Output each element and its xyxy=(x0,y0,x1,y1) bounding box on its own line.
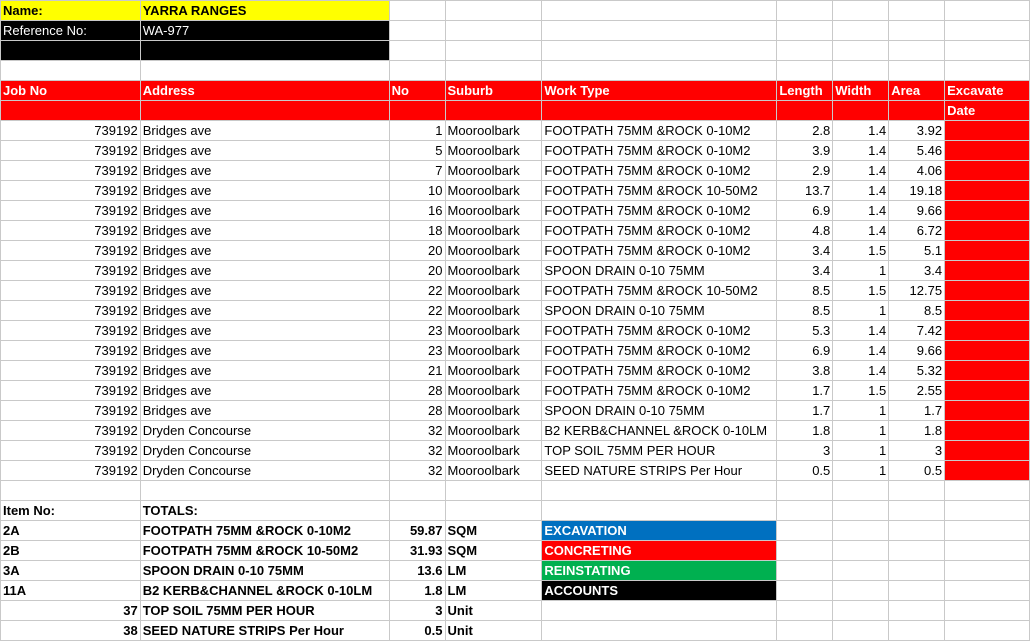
total-unit-cell[interactable]: Unit xyxy=(445,621,542,641)
area-cell[interactable]: 5.46 xyxy=(889,141,945,161)
suburb-cell[interactable]: Mooroolbark xyxy=(445,201,542,221)
col-date[interactable]: Date xyxy=(945,101,1030,121)
suburb-cell[interactable]: Mooroolbark xyxy=(445,421,542,441)
job-no-cell[interactable]: 739192 xyxy=(1,301,141,321)
empty-cell[interactable] xyxy=(777,621,833,641)
work-type-cell[interactable]: FOOTPATH 75MM &ROCK 10-50M2 xyxy=(542,181,777,201)
address-cell[interactable]: Bridges ave xyxy=(140,321,389,341)
job-no-cell[interactable]: 739192 xyxy=(1,381,141,401)
street-no-cell[interactable]: 7 xyxy=(389,161,445,181)
col-suburb[interactable]: Suburb xyxy=(445,81,542,101)
street-no-cell[interactable]: 18 xyxy=(389,221,445,241)
job-no-cell[interactable]: 739192 xyxy=(1,361,141,381)
item-no-label[interactable]: Item No: xyxy=(1,501,141,521)
area-cell[interactable]: 8.5 xyxy=(889,301,945,321)
length-cell[interactable]: 13.7 xyxy=(777,181,833,201)
reference-row-blank xyxy=(1,41,1030,61)
table-row xyxy=(1,321,1030,341)
suburb-cell[interactable]: Mooroolbark xyxy=(445,161,542,181)
address-cell[interactable]: Dryden Concourse xyxy=(140,461,389,481)
total-unit-cell[interactable]: LM xyxy=(445,561,542,581)
job-no-cell[interactable]: 739192 xyxy=(1,401,141,421)
total-unit-cell[interactable]: SQM xyxy=(445,541,542,561)
table-row xyxy=(1,221,1030,241)
width-cell[interactable]: 1 xyxy=(833,401,889,421)
excavate-date-cell[interactable] xyxy=(945,321,1030,341)
address-cell[interactable]: Bridges ave xyxy=(140,301,389,321)
legend-accounts[interactable]: ACCOUNTS xyxy=(542,581,777,601)
excavate-date-cell[interactable] xyxy=(945,161,1030,181)
area-cell[interactable]: 3 xyxy=(889,441,945,461)
table-row xyxy=(1,201,1030,221)
excavate-date-cell[interactable] xyxy=(945,341,1030,361)
length-cell[interactable]: 3.9 xyxy=(777,141,833,161)
name-label[interactable]: Name: xyxy=(1,1,141,21)
job-no-cell[interactable]: 739192 xyxy=(1,121,141,141)
street-no-cell[interactable]: 1 xyxy=(389,121,445,141)
area-cell[interactable]: 5.32 xyxy=(889,361,945,381)
job-no-cell[interactable]: 739192 xyxy=(1,161,141,181)
address-cell[interactable]: Bridges ave xyxy=(140,221,389,241)
empty-cell[interactable] xyxy=(945,561,1030,581)
excavate-date-cell[interactable] xyxy=(945,461,1030,481)
empty-cell[interactable] xyxy=(777,541,833,561)
total-qty-cell[interactable]: 0.5 xyxy=(389,621,445,641)
totals-row xyxy=(1,621,1030,641)
area-cell[interactable]: 6.72 xyxy=(889,221,945,241)
suburb-cell[interactable]: Mooroolbark xyxy=(445,381,542,401)
col-address[interactable]: Address xyxy=(140,81,389,101)
table-row xyxy=(1,341,1030,361)
length-cell[interactable]: 1.8 xyxy=(777,421,833,441)
area-cell[interactable]: 4.06 xyxy=(889,161,945,181)
job-no-cell[interactable]: 739192 xyxy=(1,341,141,361)
address-cell[interactable]: Bridges ave xyxy=(140,141,389,161)
area-cell[interactable]: 19.18 xyxy=(889,181,945,201)
total-qty-cell[interactable]: 3 xyxy=(389,601,445,621)
street-no-cell[interactable]: 21 xyxy=(389,361,445,381)
total-desc-cell[interactable]: SEED NATURE STRIPS Per Hour xyxy=(140,621,389,641)
total-desc-cell[interactable]: B2 KERB&CHANNEL &ROCK 0-10LM xyxy=(140,581,389,601)
length-cell[interactable]: 6.9 xyxy=(777,201,833,221)
street-no-cell[interactable]: 22 xyxy=(389,281,445,301)
col-length[interactable]: Length xyxy=(777,81,833,101)
length-cell[interactable]: 5.3 xyxy=(777,321,833,341)
item-no-cell[interactable]: 11A xyxy=(1,581,141,601)
work-type-cell[interactable]: SPOON DRAIN 0-10 75MM xyxy=(542,301,777,321)
name-row xyxy=(1,1,1030,21)
column-header-row xyxy=(1,81,1030,101)
excavate-date-cell[interactable] xyxy=(945,261,1030,281)
width-cell[interactable]: 1 xyxy=(833,261,889,281)
work-type-cell[interactable]: FOOTPATH 75MM &ROCK 0-10M2 xyxy=(542,221,777,241)
address-cell[interactable]: Dryden Concourse xyxy=(140,421,389,441)
excavate-date-cell[interactable] xyxy=(945,421,1030,441)
col-job-no[interactable]: Job No xyxy=(1,81,141,101)
total-desc-cell[interactable]: TOP SOIL 75MM PER HOUR xyxy=(140,601,389,621)
empty-cell[interactable] xyxy=(833,601,889,621)
area-cell[interactable]: 9.66 xyxy=(889,341,945,361)
street-no-cell[interactable]: 20 xyxy=(389,241,445,261)
work-type-cell[interactable]: FOOTPATH 75MM &ROCK 0-10M2 xyxy=(542,321,777,341)
address-cell[interactable]: Bridges ave xyxy=(140,181,389,201)
reference-value[interactable]: WA-977 xyxy=(140,21,389,41)
suburb-cell[interactable]: Mooroolbark xyxy=(445,461,542,481)
job-no-cell[interactable]: 739192 xyxy=(1,261,141,281)
item-no-cell[interactable]: 2A xyxy=(1,521,141,541)
legend-reinstating[interactable]: REINSTATING xyxy=(542,561,777,581)
empty-cell[interactable] xyxy=(889,521,945,541)
empty-cell[interactable] xyxy=(889,581,945,601)
width-cell[interactable]: 1.4 xyxy=(833,161,889,181)
empty-cell[interactable] xyxy=(945,581,1030,601)
street-no-cell[interactable]: 28 xyxy=(389,401,445,421)
width-cell[interactable]: 1 xyxy=(833,421,889,441)
suburb-cell[interactable]: Mooroolbark xyxy=(445,221,542,241)
total-qty-cell[interactable]: 31.93 xyxy=(389,541,445,561)
empty-cell[interactable] xyxy=(833,561,889,581)
length-cell[interactable]: 6.9 xyxy=(777,341,833,361)
empty-cell[interactable] xyxy=(777,521,833,541)
length-cell[interactable]: 3.4 xyxy=(777,261,833,281)
job-no-cell[interactable]: 739192 xyxy=(1,141,141,161)
total-desc-cell[interactable]: FOOTPATH 75MM &ROCK 0-10M2 xyxy=(140,521,389,541)
work-type-cell[interactable]: TOP SOIL 75MM PER HOUR xyxy=(542,441,777,461)
street-no-cell[interactable]: 5 xyxy=(389,141,445,161)
work-type-cell[interactable]: SPOON DRAIN 0-10 75MM xyxy=(542,261,777,281)
address-cell[interactable]: Bridges ave xyxy=(140,281,389,301)
excavate-date-cell[interactable] xyxy=(945,141,1030,161)
width-cell[interactable]: 1.4 xyxy=(833,201,889,221)
table-row xyxy=(1,281,1030,301)
job-no-cell[interactable]: 739192 xyxy=(1,321,141,341)
reference-row xyxy=(1,21,1030,41)
empty-cell[interactable] xyxy=(945,621,1030,641)
work-type-cell[interactable]: FOOTPATH 75MM &ROCK 0-10M2 xyxy=(542,381,777,401)
area-cell[interactable]: 2.55 xyxy=(889,381,945,401)
work-type-cell[interactable]: FOOTPATH 75MM &ROCK 0-10M2 xyxy=(542,161,777,181)
width-cell[interactable]: 1.4 xyxy=(833,361,889,381)
excavate-date-cell[interactable] xyxy=(945,221,1030,241)
table-row xyxy=(1,441,1030,461)
address-cell[interactable]: Bridges ave xyxy=(140,241,389,261)
col-work-type[interactable]: Work Type xyxy=(542,81,777,101)
work-type-cell[interactable]: FOOTPATH 75MM &ROCK 0-10M2 xyxy=(542,341,777,361)
totals-row xyxy=(1,581,1030,601)
spacer-row xyxy=(1,61,1030,81)
address-cell[interactable]: Bridges ave xyxy=(140,361,389,381)
col-area[interactable]: Area xyxy=(889,81,945,101)
street-no-cell[interactable]: 28 xyxy=(389,381,445,401)
empty-cell[interactable] xyxy=(889,601,945,621)
length-cell[interactable]: 3 xyxy=(777,441,833,461)
table-row xyxy=(1,241,1030,261)
street-no-cell[interactable]: 22 xyxy=(389,301,445,321)
total-unit-cell[interactable]: LM xyxy=(445,581,542,601)
excavate-date-cell[interactable] xyxy=(945,201,1030,221)
name-value[interactable]: YARRA RANGES xyxy=(140,1,389,21)
total-unit-cell[interactable]: Unit xyxy=(445,601,542,621)
area-cell[interactable]: 5.1 xyxy=(889,241,945,261)
empty-cell[interactable] xyxy=(889,541,945,561)
length-cell[interactable]: 4.8 xyxy=(777,221,833,241)
length-cell[interactable]: 3.8 xyxy=(777,361,833,381)
empty-cell[interactable] xyxy=(889,561,945,581)
width-cell[interactable]: 1.4 xyxy=(833,321,889,341)
table-row xyxy=(1,161,1030,181)
street-no-cell[interactable]: 32 xyxy=(389,441,445,461)
width-cell[interactable]: 1.4 xyxy=(833,341,889,361)
suburb-cell[interactable]: Mooroolbark xyxy=(445,301,542,321)
job-no-cell[interactable]: 739192 xyxy=(1,441,141,461)
work-type-cell[interactable]: FOOTPATH 75MM &ROCK 0-10M2 xyxy=(542,201,777,221)
item-no-cell[interactable]: 2B xyxy=(1,541,141,561)
street-no-cell[interactable]: 23 xyxy=(389,341,445,361)
empty-cell[interactable] xyxy=(542,601,777,621)
address-cell[interactable]: Bridges ave xyxy=(140,121,389,141)
totals-row xyxy=(1,561,1030,581)
totals-header-row xyxy=(1,501,1030,521)
job-no-cell[interactable]: 739192 xyxy=(1,181,141,201)
empty-cell[interactable] xyxy=(945,601,1030,621)
empty-cell[interactable] xyxy=(833,621,889,641)
excavate-date-cell[interactable] xyxy=(945,181,1030,201)
length-cell[interactable]: 2.9 xyxy=(777,161,833,181)
street-no-cell[interactable]: 20 xyxy=(389,261,445,281)
suburb-cell[interactable]: Mooroolbark xyxy=(445,441,542,461)
work-type-cell[interactable]: SPOON DRAIN 0-10 75MM xyxy=(542,401,777,421)
work-type-cell[interactable]: B2 KERB&CHANNEL &ROCK 0-10LM xyxy=(542,421,777,441)
address-cell[interactable]: Bridges ave xyxy=(140,201,389,221)
job-no-cell[interactable]: 739192 xyxy=(1,461,141,481)
length-cell[interactable]: 1.7 xyxy=(777,401,833,421)
column-header-row-2 xyxy=(1,101,1030,121)
area-cell[interactable]: 12.75 xyxy=(889,281,945,301)
area-cell[interactable]: 1.7 xyxy=(889,401,945,421)
excavate-date-cell[interactable] xyxy=(945,281,1030,301)
total-qty-cell[interactable]: 13.6 xyxy=(389,561,445,581)
suburb-cell[interactable]: Mooroolbark xyxy=(445,141,542,161)
table-row xyxy=(1,181,1030,201)
width-cell[interactable]: 1 xyxy=(833,461,889,481)
table-row xyxy=(1,421,1030,441)
suburb-cell[interactable]: Mooroolbark xyxy=(445,261,542,281)
excavate-date-cell[interactable] xyxy=(945,301,1030,321)
empty-cell[interactable] xyxy=(542,621,777,641)
length-cell[interactable]: 8.5 xyxy=(777,281,833,301)
total-unit-cell[interactable]: SQM xyxy=(445,521,542,541)
job-no-cell[interactable]: 739192 xyxy=(1,421,141,441)
width-cell[interactable]: 1.4 xyxy=(833,181,889,201)
work-type-cell[interactable]: FOOTPATH 75MM &ROCK 0-10M2 xyxy=(542,141,777,161)
table-row xyxy=(1,461,1030,481)
excavate-date-cell[interactable] xyxy=(945,241,1030,261)
col-width[interactable]: Width xyxy=(833,81,889,101)
work-type-cell[interactable]: SEED NATURE STRIPS Per Hour xyxy=(542,461,777,481)
table-row xyxy=(1,361,1030,381)
suburb-cell[interactable]: Mooroolbark xyxy=(445,241,542,261)
table-row xyxy=(1,261,1030,281)
col-no[interactable]: No xyxy=(389,81,445,101)
width-cell[interactable]: 1.4 xyxy=(833,121,889,141)
length-cell[interactable]: 0.5 xyxy=(777,461,833,481)
width-cell[interactable]: 1.4 xyxy=(833,141,889,161)
length-cell[interactable]: 3.4 xyxy=(777,241,833,261)
item-no-cell[interactable]: 37 xyxy=(1,601,141,621)
area-cell[interactable]: 0.5 xyxy=(889,461,945,481)
table-row xyxy=(1,401,1030,421)
work-type-cell[interactable]: FOOTPATH 75MM &ROCK 10-50M2 xyxy=(542,281,777,301)
suburb-cell[interactable]: Mooroolbark xyxy=(445,361,542,381)
table-row xyxy=(1,381,1030,401)
total-qty-cell[interactable]: 59.87 xyxy=(389,521,445,541)
empty-cell[interactable] xyxy=(889,621,945,641)
empty-cell[interactable] xyxy=(945,521,1030,541)
area-cell[interactable]: 3.92 xyxy=(889,121,945,141)
job-no-cell[interactable]: 739192 xyxy=(1,201,141,221)
excavate-date-cell[interactable] xyxy=(945,381,1030,401)
address-cell[interactable]: Dryden Concourse xyxy=(140,441,389,461)
item-no-cell[interactable]: 3A xyxy=(1,561,141,581)
legend-concreting[interactable]: CONCRETING xyxy=(542,541,777,561)
excavate-date-cell[interactable] xyxy=(945,361,1030,381)
work-type-cell[interactable]: FOOTPATH 75MM &ROCK 0-10M2 xyxy=(542,241,777,261)
excavate-date-cell[interactable] xyxy=(945,441,1030,461)
job-no-cell[interactable]: 739192 xyxy=(1,241,141,261)
spacer-row-2 xyxy=(1,481,1030,501)
totals-row xyxy=(1,521,1030,541)
excavate-date-cell[interactable] xyxy=(945,121,1030,141)
area-cell[interactable]: 3.4 xyxy=(889,261,945,281)
length-cell[interactable]: 1.7 xyxy=(777,381,833,401)
suburb-cell[interactable]: Mooroolbark xyxy=(445,121,542,141)
area-cell[interactable]: 7.42 xyxy=(889,321,945,341)
suburb-cell[interactable]: Mooroolbark xyxy=(445,321,542,341)
suburb-cell[interactable]: Mooroolbark xyxy=(445,401,542,421)
length-cell[interactable]: 8.5 xyxy=(777,301,833,321)
table-row xyxy=(1,301,1030,321)
totals-row xyxy=(1,601,1030,621)
width-cell[interactable]: 1 xyxy=(833,441,889,461)
width-cell[interactable]: 1.5 xyxy=(833,381,889,401)
empty-cell[interactable] xyxy=(833,521,889,541)
empty-cell[interactable] xyxy=(777,561,833,581)
legend-excavation[interactable]: EXCAVATION xyxy=(542,521,777,541)
totals-row xyxy=(1,541,1030,561)
excavate-date-cell[interactable] xyxy=(945,401,1030,421)
col-excavate[interactable]: Excavate xyxy=(945,81,1030,101)
total-desc-cell[interactable]: FOOTPATH 75MM &ROCK 10-50M2 xyxy=(140,541,389,561)
table-row xyxy=(1,121,1030,141)
empty-cell[interactable] xyxy=(833,581,889,601)
empty-cell[interactable] xyxy=(777,581,833,601)
area-cell[interactable]: 1.8 xyxy=(889,421,945,441)
reference-label[interactable]: Reference No: xyxy=(1,21,141,41)
width-cell[interactable]: 1.4 xyxy=(833,221,889,241)
length-cell[interactable]: 2.8 xyxy=(777,121,833,141)
totals-label[interactable]: TOTALS: xyxy=(140,501,389,521)
street-no-cell[interactable]: 10 xyxy=(389,181,445,201)
street-no-cell[interactable]: 16 xyxy=(389,201,445,221)
item-no-cell[interactable]: 38 xyxy=(1,621,141,641)
total-qty-cell[interactable]: 1.8 xyxy=(389,581,445,601)
empty-cell[interactable] xyxy=(777,601,833,621)
suburb-cell[interactable]: Mooroolbark xyxy=(445,281,542,301)
empty-cell[interactable] xyxy=(833,541,889,561)
width-cell[interactable]: 1.5 xyxy=(833,241,889,261)
address-cell[interactable]: Bridges ave xyxy=(140,161,389,181)
suburb-cell[interactable]: Mooroolbark xyxy=(445,341,542,361)
address-cell[interactable]: Bridges ave xyxy=(140,261,389,281)
address-cell[interactable]: Bridges ave xyxy=(140,381,389,401)
street-no-cell[interactable]: 32 xyxy=(389,461,445,481)
total-desc-cell[interactable]: SPOON DRAIN 0-10 75MM xyxy=(140,561,389,581)
job-no-cell[interactable]: 739192 xyxy=(1,221,141,241)
street-no-cell[interactable]: 23 xyxy=(389,321,445,341)
street-no-cell[interactable]: 32 xyxy=(389,421,445,441)
suburb-cell[interactable]: Mooroolbark xyxy=(445,181,542,201)
work-type-cell[interactable]: FOOTPATH 75MM &ROCK 0-10M2 xyxy=(542,121,777,141)
area-cell[interactable]: 9.66 xyxy=(889,201,945,221)
empty-cell[interactable] xyxy=(945,541,1030,561)
address-cell[interactable]: Bridges ave xyxy=(140,341,389,361)
width-cell[interactable]: 1 xyxy=(833,301,889,321)
job-no-cell[interactable]: 739192 xyxy=(1,281,141,301)
work-type-cell[interactable]: FOOTPATH 75MM &ROCK 0-10M2 xyxy=(542,361,777,381)
address-cell[interactable]: Bridges ave xyxy=(140,401,389,421)
width-cell[interactable]: 1.5 xyxy=(833,281,889,301)
table-row xyxy=(1,141,1030,161)
